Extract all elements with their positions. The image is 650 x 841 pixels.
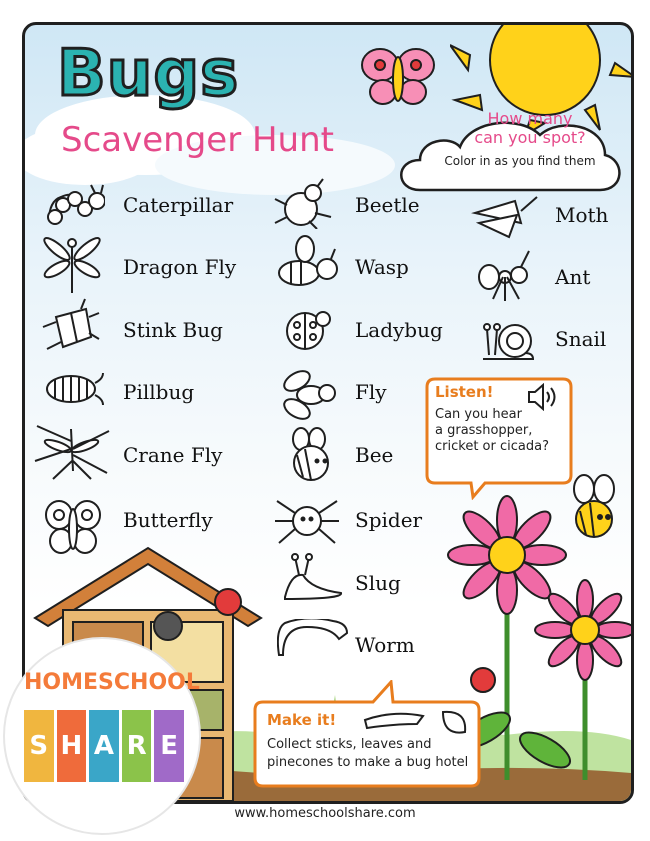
bug-label-butterfly: Butterfly — [123, 508, 213, 532]
logo-letter-r: R — [122, 710, 152, 782]
bug-label-stinkbug: Stink Bug — [123, 318, 223, 342]
listen-line-1: Can you hear — [435, 407, 522, 422]
prompt-instruction: Color in as you find them — [444, 154, 596, 168]
snail-icon — [481, 311, 537, 363]
makeit-line-2: pinecones to make a bug hotel — [267, 755, 469, 770]
bug-label-fly: Fly — [355, 380, 387, 404]
pillbug-icon — [41, 371, 105, 407]
bug-label-caterpillar: Caterpillar — [123, 193, 234, 217]
bug-label-moth: Moth — [555, 203, 609, 227]
prompt-line-1: How many — [487, 109, 573, 128]
bee-icon — [283, 427, 339, 483]
listen-heading: Listen! — [435, 383, 494, 401]
bug-label-wasp: Wasp — [355, 255, 409, 279]
beetle-icon — [273, 177, 333, 229]
bug-label-bee: Bee — [355, 443, 394, 467]
stinkbug-icon — [41, 297, 101, 355]
bug-label-cranefly: Crane Fly — [123, 443, 223, 467]
logo-book-row — [24, 710, 184, 782]
caterpillar-icon — [43, 183, 105, 231]
logo-letter-h: H — [57, 710, 87, 782]
page-subtitle: Scavenger Hunt — [61, 120, 334, 160]
page-title: Bugs — [57, 37, 240, 111]
ant-icon — [475, 247, 539, 305]
cranefly-icon — [33, 421, 111, 481]
bug-label-worm: Worm — [355, 633, 415, 657]
bug-label-dragonfly: Dragon Fly — [123, 255, 237, 279]
bug-label-slug: Slug — [355, 571, 401, 595]
bug-label-pillbug: Pillbug — [123, 380, 195, 404]
logo-letter-a: A — [89, 710, 119, 782]
makeit-bubble — [253, 680, 483, 790]
listen-line-3: cricket or cicada? — [435, 439, 549, 454]
ladybug-icon — [279, 303, 339, 353]
logo-homeschool-text: HOMESCHOOL — [24, 670, 200, 695]
moth-icon — [471, 193, 541, 241]
listen-line-2: a grasshopper, — [435, 423, 533, 438]
dragonfly-icon — [39, 235, 105, 295]
makeit-heading: Make it! — [267, 711, 337, 729]
prompt-line-2: can you spot? — [474, 128, 586, 147]
logo-letter-s: S — [24, 710, 54, 782]
bug-label-ant: Ant — [555, 265, 591, 289]
bug-label-spider: Spider — [355, 508, 423, 532]
logo-letter-e: E — [154, 710, 184, 782]
makeit-line-1: Collect sticks, leaves and — [267, 737, 432, 752]
slug-icon — [281, 553, 345, 603]
bug-label-beetle: Beetle — [355, 193, 420, 217]
fly-icon — [275, 365, 341, 425]
bug-label-snail: Snail — [555, 327, 607, 351]
spider-icon — [273, 491, 341, 547]
speaker-icon — [527, 383, 561, 411]
footer-url[interactable]: www.homeschoolshare.com — [234, 806, 416, 821]
wasp-icon — [275, 235, 341, 291]
bug-label-ladybug: Ladybug — [355, 318, 443, 342]
